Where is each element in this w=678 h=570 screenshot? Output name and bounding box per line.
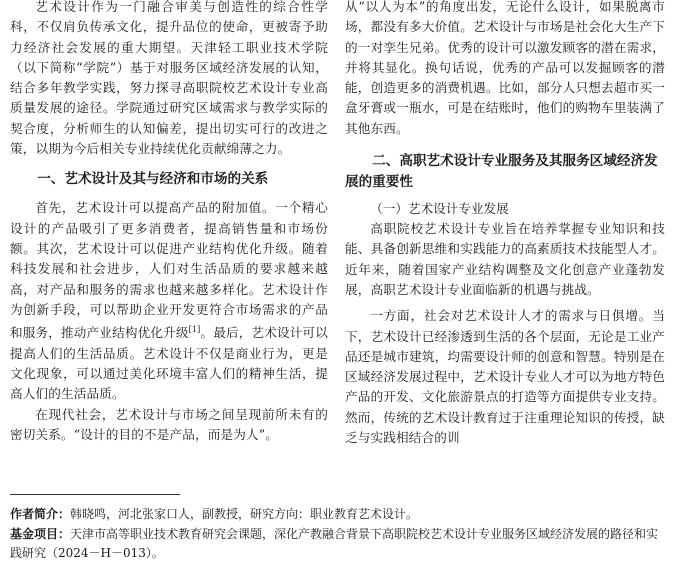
body-paragraph: 一方面，社会对艺术设计人才的需求与日俱增。当下，艺术设计已经渗透到生活的各个层面，无论是工业产品还是城市建筑，均需要设计师的创意和智慧。特别是在区域经济发展过程中，艺术设计专业人才可以为地方特色产品的开发、文化旅游景点的打造等方面提供专业支持。然而，传统的艺术设计教育过于注重理论知识的传授，缺乏与实践相结合的训 <box>345 308 665 446</box>
body-paragraph: 从“以人为本”的角度出发，无论什么设计，如果脱离市场，都没有多大价值。艺术设计与市场是社会化大生产下的一对孪生兄弟。优秀的设计可以激发顾客的潜在需求，并将其显化。换句话说，优秀的产品可以发掘顾客的潜能，创造更多的消费机遇。比如，部分人只想去超市买一盒牙膏或一瓶水，可是在结账时，他们的购物车里装满了其他东西。 <box>345 0 665 136</box>
body-paragraph: 高职院校艺术设计专业旨在培养掌握专业知识和技能、具备创新思维和实践能力的高素质技术技能型人才。近年来，随着国家产业结构调整及文化创意产业蓬勃发展，高职艺术设计专业面临新的机遇与挑战。 <box>345 221 665 297</box>
author-label: 作者简介： <box>10 507 71 521</box>
body-text: 。最后，艺术设计可以提高人们的生活品质。艺术设计不仅是商业行为，更是文化现象，可以通过美化环境丰富人们的精神生活，提高人们的生活品质。 <box>10 325 329 402</box>
citation: [1] <box>188 325 201 335</box>
body-paragraph <box>10 198 328 404</box>
section-heading-2: 二、高职艺术设计专业服务及其服务区域经济发展的重要性 <box>345 153 658 191</box>
fund-text: 天津市高等职业技术教育研究会课题，深化产教融合背景下高职院校艺术设计专业服务区域经济发展的路径和实践研究（2024－H－013）。 <box>10 527 659 560</box>
body-text: 首先，艺术设计可以提高产品的附加值。一个精心设计的产品吸引了更多消费者，提高销售量和市场份额。其次，艺术设计可以促进产业结构优化升级。随着科技发展和社会进步，人们对生活品质的要求越来越高，对产品和服务的需求也越来越多样化。艺术设计作为创新手段，可以帮助企业开发更符合市场需求的产品和服务，推动产业结构优化升级 <box>10 200 328 341</box>
fund-note <box>10 525 665 563</box>
subsection-heading: （一）艺术设计专业发展 <box>370 201 509 217</box>
footnote-divider <box>10 494 180 495</box>
author-note <box>10 505 665 524</box>
left-column <box>10 0 328 445</box>
section-heading-1: 一、艺术设计及其与经济和市场的关系 <box>37 171 269 188</box>
fund-label: 基金项目： <box>10 527 71 541</box>
right-column <box>345 0 665 448</box>
author-text: 韩晓鸣，河北张家口人，副教授，研究方向：职业教育艺术设计。 <box>70 507 419 521</box>
body-paragraph: 在现代社会，艺术设计与市场之间呈现前所未有的密切关系。“设计的目的不是产品，而是为人”。 <box>10 406 328 442</box>
intro-paragraph: 艺术设计作为一门融合审美与创造性的综合性学科，不仅肩负传承文化，提升品位的使命，更被寄予助力经济社会发展的重大期望。天津轻工职业技术学院（以下简称“学院”）基于对服务区域经济发展的认知，结合多年教学实践，努力探寻高职院校艺术设计专业高质量发展的途径。学院通过研究区域需求与教学实际的契合度，分析师生的认知偏差，提出切实可行的改进之策，以期为今后相关专业持续优化贡献绵薄之力。 <box>10 0 328 157</box>
